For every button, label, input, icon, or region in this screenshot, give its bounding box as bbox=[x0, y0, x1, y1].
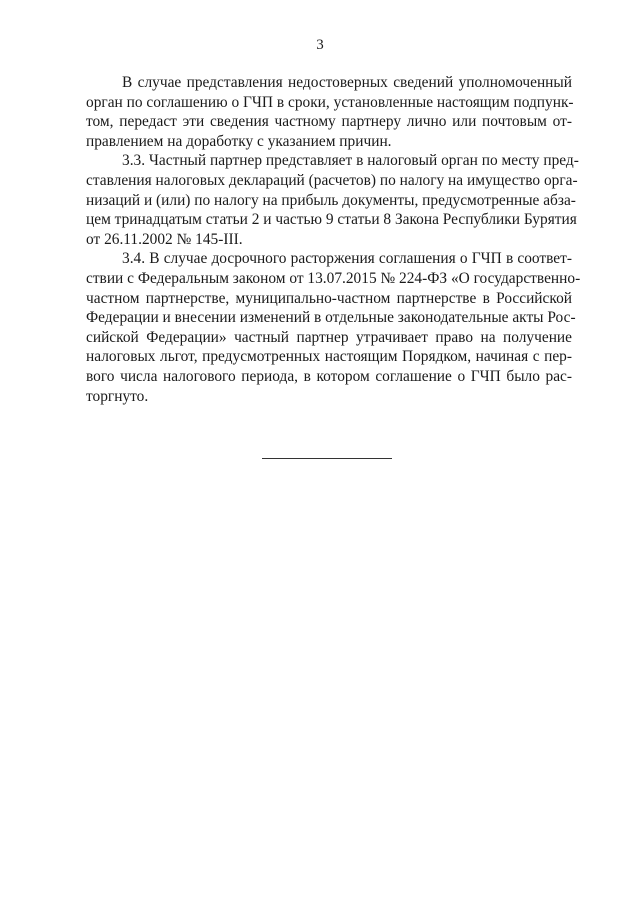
paragraph-line: низаций и (или) по налогу на прибыль документы, предусмотренные абза- bbox=[86, 191, 576, 209]
paragraph-line: ствии с Федеральным законом от 13.07.2015 № 224-ФЗ «О государственно- bbox=[86, 269, 581, 287]
paragraph-line: ставления налоговых деклараций (расчетов) по налогу на имущество орга- bbox=[86, 171, 578, 189]
paragraph-line: правлением на доработку с указанием причин. bbox=[86, 132, 392, 150]
paragraph-line: 3.4. В случае досрочного расторжения соглашения о ГЧП в соответ- bbox=[122, 250, 572, 268]
paragraph-line: торгнуто. bbox=[86, 387, 149, 405]
paragraph-line: налоговых льгот, предусмотренных настоящим Порядком, начиная с пер- bbox=[86, 348, 572, 366]
paragraph-line: В случае представления недостоверных сведений уполномоченный bbox=[122, 74, 572, 91]
page-number: 3 bbox=[316, 37, 324, 53]
paragraph-line: 3.3. Частный партнер представляет в налоговый орган по месту пред- bbox=[122, 152, 579, 170]
paragraph-clause-3-3 bbox=[86, 151, 579, 249]
document-body bbox=[86, 73, 581, 406]
paragraph-line: Федерации и внесении изменений в отдельные законодательные акты Рос- bbox=[86, 309, 576, 327]
paragraph-line: вого числа налогового периода, в котором соглашение о ГЧП было рас- bbox=[86, 367, 572, 385]
paragraph-line: орган по соглашению о ГЧП в сроки, установленные настоящим подпунк- bbox=[86, 93, 574, 111]
paragraph-invalid-data bbox=[86, 73, 572, 151]
paragraph-clause-3-4 bbox=[86, 249, 581, 406]
paragraph-line: том, передаст эти сведения частному партнеру лично или почтовым от- bbox=[86, 113, 572, 131]
end-separator-line bbox=[262, 458, 392, 459]
paragraph-line: частном партнерстве, муниципально-частном партнерстве в Российской bbox=[86, 289, 572, 307]
paragraph-line: сийской Федерации» частный партнер утрачивает право на получение bbox=[86, 328, 572, 346]
paragraph-line: от 26.11.2002 № 145-III. bbox=[86, 230, 243, 248]
paragraph-line: цем тринадцатым статьи 2 и частью 9 статьи 8 Закона Республики Бурятия bbox=[86, 211, 577, 229]
